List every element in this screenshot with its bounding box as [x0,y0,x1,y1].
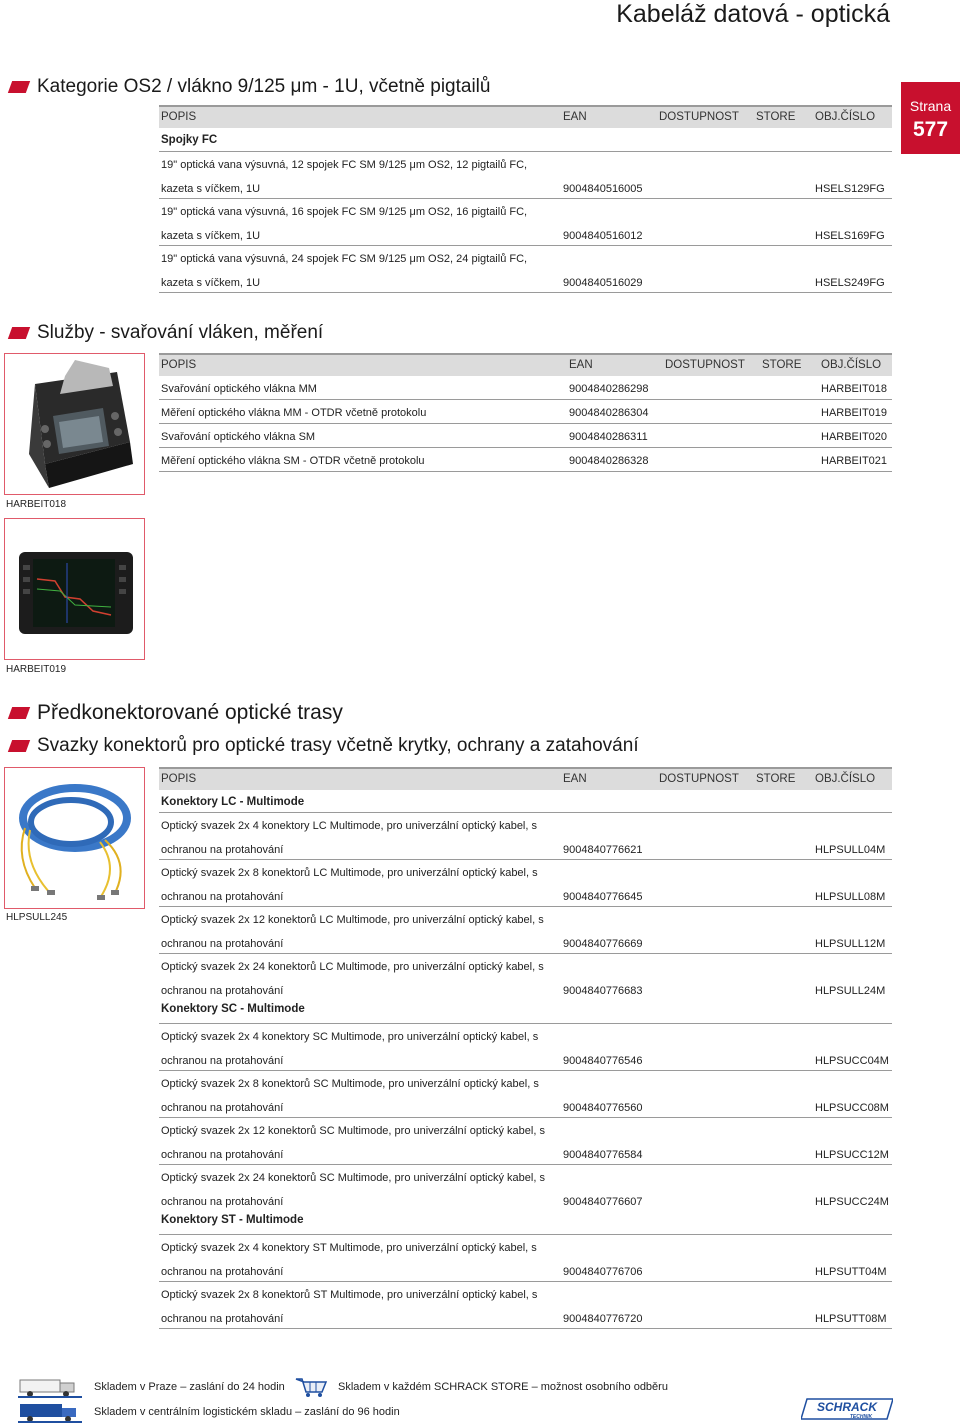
footer-text: Skladem v každém SCHRACK STORE – možnost osobního odběru [338,1381,668,1393]
row-obj: HLPSULL24M [815,985,886,997]
truck-icon [18,1401,84,1423]
group-header [159,128,892,152]
col-dostupnost: DOSTUPNOST [659,111,739,123]
table-row [159,1024,892,1071]
product-image-splicer [4,353,145,495]
row-desc-line1: 19" optická vana výsuvná, 24 spojek FC SM 9/125 μm OS2, 24 pigtailů FC, [161,253,528,265]
section-title: Kategorie OS2 / vlákno 9/125 μm - 1U, včetně pigtailů [37,76,491,97]
row-ean: 9004840286328 [569,455,649,467]
section-marker [8,81,30,93]
footer-praha [18,1376,285,1398]
col-store: STORE [756,773,796,785]
schrack-logo [801,1397,893,1421]
group-header [159,790,892,813]
table-row [159,1282,892,1329]
section-predkonektorovane [6,701,343,725]
group-label: Konektory LC - Multimode [161,796,305,808]
table-row [159,400,892,424]
row-desc-line2: kazeta s víčkem, 1U [161,277,261,289]
page-number-badge [901,82,960,154]
row-ean: 9004840776607 [563,1196,643,1208]
col-obj: OBJ.ČÍSLO [821,359,882,371]
section-os2 [6,76,490,98]
image-caption: HARBEIT018 [6,499,67,510]
row-obj: HARBEIT018 [821,383,888,395]
table-row [159,813,892,860]
section-svazky [6,735,639,757]
row-desc-line2: ochranou na protahování [161,1102,284,1114]
table-row [159,448,892,472]
table-row [159,860,892,907]
row-ean: 9004840776560 [563,1102,643,1114]
page-title: Kabeláž datová - optická [616,0,890,28]
section-marker [8,740,30,752]
svg-text:SCHRACK: SCHRACK [817,1400,877,1414]
row-obj: HSELS169FG [815,230,885,242]
product-image-otdr [4,518,145,660]
group-header [159,1212,892,1235]
col-ean: EAN [569,359,593,371]
table-os2 [159,105,892,293]
table-header [159,353,892,376]
table-row [159,152,892,199]
col-ean: EAN [563,111,587,123]
row-desc: Svařování optického vlákna MM [161,383,317,395]
table-row [159,424,892,448]
table-svazky [159,767,892,1329]
table-header [159,105,892,128]
row-ean: 9004840286298 [569,383,649,395]
footer-text: Skladem v Praze – zaslání do 24 hodin [94,1381,285,1393]
row-desc-line1: Optický svazek 2x 12 konektorů SC Multimode, pro univerzální optický kabel, s [161,1125,545,1137]
col-popis: POPIS [161,111,197,123]
row-ean: 9004840776645 [563,891,643,903]
row-desc-line2: ochranou na protahování [161,1266,284,1278]
footer-store [294,1376,668,1398]
splicer-illustration [5,354,145,495]
truck-icon [18,1376,84,1398]
image-caption: HARBEIT019 [6,664,67,675]
row-ean: 9004840776584 [563,1149,643,1161]
col-obj: OBJ.ČÍSLO [815,111,876,123]
row-desc-line1: Optický svazek 2x 8 konektorů SC Multimode, pro univerzální optický kabel, s [161,1078,539,1090]
section-title: Svazky konektorů pro optické trasy včetně krytky, ochrany a zatahování [37,735,639,756]
table-row [159,199,892,246]
row-obj: HARBEIT020 [821,431,888,443]
row-desc-line2: ochranou na protahování [161,1313,284,1325]
row-desc-line1: Optický svazek 2x 8 konektorů LC Multimode, pro univerzální optický kabel, s [161,867,538,879]
row-obj: HLPSUCC24M [815,1196,889,1208]
table-row [159,907,892,954]
group-label: Spojky FC [161,134,218,146]
group-label: Konektory ST - Multimode [161,1214,304,1226]
section-marker [8,327,30,339]
row-obj: HARBEIT021 [821,455,888,467]
row-desc: Měření optického vlákna SM - OTDR včetně protokolu [161,455,425,467]
row-desc-line1: Optický svazek 2x 4 konektory SC Multimode, pro univerzální optický kabel, s [161,1031,539,1043]
row-desc-line2: ochranou na protahování [161,891,284,903]
row-obj: HLPSUCC08M [815,1102,889,1114]
section-sluzby [6,322,323,344]
row-obj: HLPSUCC04M [815,1055,889,1067]
col-dostupnost: DOSTUPNOST [659,773,739,785]
table-row [159,954,892,1001]
row-ean: 9004840516029 [563,277,643,289]
footer-central [18,1401,400,1423]
row-ean: 9004840286311 [569,431,648,443]
table-row [159,1118,892,1165]
section-title: Služby - svařování vláken, měření [37,322,324,343]
fiber-bundle-illustration [5,768,145,909]
svg-text:TECHNIK: TECHNIK [849,1414,873,1420]
table-row [159,376,892,400]
row-obj: HSELS129FG [815,183,885,195]
row-desc-line2: ochranou na protahování [161,938,284,950]
row-desc-line1: Optický svazek 2x 24 konektorů LC Multimode, pro univerzální optický kabel, s [161,961,544,973]
section-title: Předkonektorované optické trasy [37,701,343,724]
row-obj: HARBEIT019 [821,407,888,419]
row-ean: 9004840516005 [563,183,643,195]
col-store: STORE [756,111,796,123]
row-desc-line1: Optický svazek 2x 4 konektory LC Multimode, pro univerzální optický kabel, s [161,820,537,832]
product-image-fiber-bundle [4,767,145,909]
row-ean: 9004840776706 [563,1266,643,1278]
row-ean: 9004840776720 [563,1313,643,1325]
row-ean: 9004840776669 [563,938,643,950]
col-ean: EAN [563,773,587,785]
shopping-cart-icon [294,1376,328,1398]
row-ean: 9004840776546 [563,1055,643,1067]
footer-text: Skladem v centrálním logistickém skladu – zaslání do 96 hodin [94,1406,400,1418]
row-desc-line1: Optický svazek 2x 8 konektorů ST Multimode, pro univerzální optický kabel, s [161,1289,538,1301]
row-desc-line1: Optický svazek 2x 4 konektory ST Multimode, pro univerzální optický kabel, s [161,1242,537,1254]
page-number: 577 [912,118,949,141]
row-desc: Měření optického vlákna MM - OTDR včetně protokolu [161,407,427,419]
row-desc-line1: Optický svazek 2x 24 konektorů SC Multimode, pro univerzální optický kabel, s [161,1172,545,1184]
row-obj: HSELS249FG [815,277,885,289]
row-desc-line2: ochranou na protahování [161,844,284,856]
row-obj: HLPSUCC12M [815,1149,889,1161]
row-ean: 9004840776621 [563,844,643,856]
row-desc-line2: kazeta s víčkem, 1U [161,183,261,195]
col-obj: OBJ.ČÍSLO [815,773,876,785]
row-obj: HLPSUTT04M [815,1266,887,1278]
col-popis: POPIS [161,773,197,785]
row-obj: HLPSULL04M [815,844,886,856]
row-desc-line1: 19" optická vana výsuvná, 16 spojek FC SM 9/125 μm OS2, 16 pigtailů FC, [161,206,528,218]
row-ean: 9004840286304 [569,407,649,419]
page-label: Strana [909,98,952,114]
otdr-illustration [5,519,145,660]
row-desc-line2: ochranou na protahování [161,1055,284,1067]
group-header [159,1001,892,1024]
row-ean: 9004840516012 [563,230,643,242]
table-sluzby [159,353,892,472]
row-desc-line2: ochranou na protahování [161,985,284,997]
table-row [159,1071,892,1118]
col-popis: POPIS [161,359,197,371]
row-obj: HLPSULL08M [815,891,886,903]
row-desc-line2: ochranou na protahování [161,1196,284,1208]
row-ean: 9004840776683 [563,985,643,997]
row-desc-line1: Optický svazek 2x 12 konektorů LC Multimode, pro univerzální optický kabel, s [161,914,544,926]
table-row [159,246,892,293]
image-caption: HLPSULL245 [6,912,68,923]
row-desc: Svařování optického vlákna SM [161,431,316,443]
col-dostupnost: DOSTUPNOST [665,359,745,371]
row-obj: HLPSULL12M [815,938,886,950]
row-desc-line2: kazeta s víčkem, 1U [161,230,261,242]
table-row [159,1235,892,1282]
row-desc-line1: 19" optická vana výsuvná, 12 spojek FC SM 9/125 μm OS2, 12 pigtailů FC, [161,159,528,171]
section-marker [8,707,30,719]
row-desc-line2: ochranou na protahování [161,1149,284,1161]
row-obj: HLPSUTT08M [815,1313,887,1325]
group-label: Konektory SC - Multimode [161,1003,305,1015]
table-header [159,767,892,790]
col-store: STORE [762,359,802,371]
table-row [159,1165,892,1212]
